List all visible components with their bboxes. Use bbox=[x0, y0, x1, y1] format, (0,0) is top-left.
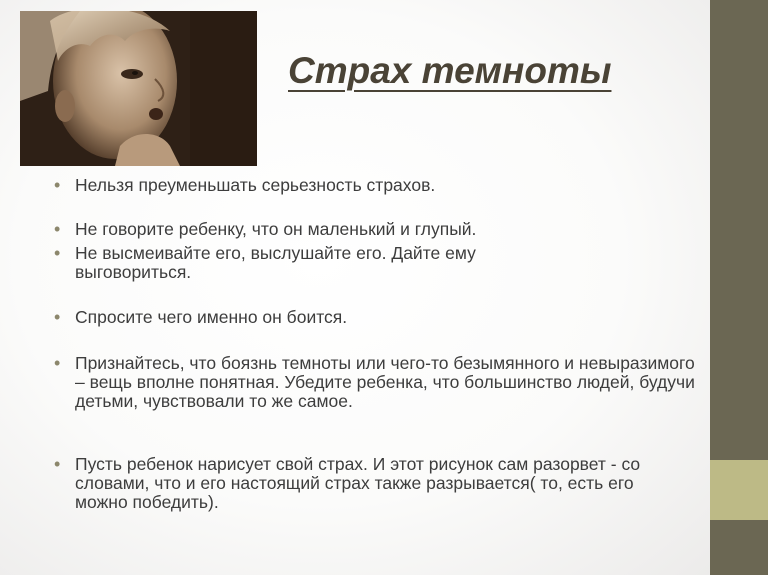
child-photo bbox=[20, 11, 257, 166]
slide-title: Страх темноты bbox=[288, 50, 612, 91]
list-item: • Нельзя преуменьшать серьезность страхов. bbox=[54, 175, 436, 195]
bullet-dot: • bbox=[54, 243, 61, 263]
list-item: • Не высмеивайте его, выслушайте его. Дайте ему выговориться. bbox=[54, 243, 476, 282]
side-accent bbox=[710, 460, 768, 520]
list-item: • Пусть ребенок нарисует свой страх. И этот рисунок сам разорвет - со словами, что и его настоящий страх также разрывается( то, есть его можно победить). bbox=[54, 454, 641, 512]
list-item: • Спросите чего именно он боится. bbox=[54, 307, 348, 327]
list-item: • Признайтесь, что боязнь темноты или чего-то безымянного и невыразимого – вещь вполне понятная. Убедите ребенка, что большинство людей, будучи детьми, чувствовали то же самое. bbox=[54, 353, 695, 411]
bullet-dot: • bbox=[54, 175, 61, 195]
bullet-dot: • bbox=[54, 307, 61, 327]
list-item: • Не говорите ребенку, что он маленький и глупый. bbox=[54, 219, 477, 239]
bullet-dot: • bbox=[54, 454, 61, 474]
bullet-dot: • bbox=[54, 353, 61, 373]
bullet-dot: • bbox=[54, 219, 61, 239]
child-photo-illustration bbox=[20, 11, 257, 166]
